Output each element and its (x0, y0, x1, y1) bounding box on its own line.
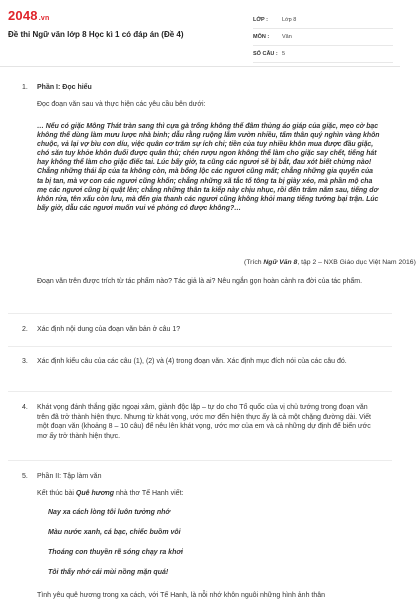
divider (8, 313, 392, 314)
meta-table (253, 12, 393, 63)
meta-value: Lớp 8 (282, 17, 297, 23)
intro-suffix: nhà thơ Tế Hanh viết: (114, 490, 184, 497)
credit-book: Ngữ Văn 8 (263, 259, 298, 266)
question-text: Xác định nội dung của đoạn văn bản ở câu 1? (37, 326, 181, 333)
question-number: 2. (22, 326, 28, 333)
section-heading: Phần I: Đọc hiểu (37, 84, 92, 91)
page-header (0, 0, 400, 67)
question-text: Khát vọng đánh thắng giặc ngoại xâm, giành độc lập – tự do cho Tổ quốc của vị chủ tướng trong đoạn văn trên đã trở thành hiện thực. Nhưng từ khát vọng, ước mơ đến hiện thực ấy là cả một chặng đường dài. Viết một đoạn văn (khoảng 8 – 10 câu) để nêu lên khát vọng, ước mơ của em và cả những dự định để biến ước mơ ấy trở thành hiện thực. (37, 404, 371, 440)
question-text: Xác định kiểu câu của các câu (1), (2) và (4) trong đoạn văn. Xác định mục đích nói của các câu đó. (37, 358, 347, 365)
closing-text: Tình yêu quê hương trong xa cách, với Tế Hanh, là nỗi nhớ khôn nguôi những hình ảnh thân (37, 592, 326, 599)
reading-passage: … Nếu có giặc Mông Thát tràn sang thì cựa gà trống không thể đâm thủng áo giáp của giặc, mẹo cờ bạc không thể dùng làm mưu lược nhà binh; dẫu rằng ruộng lắm vườn nhiều, tấm thân quý nghìn vàng khôn chuộc, vả lại vợ bìu con díu, việc quân cơ trăm sự ích chi; tiền của tuy nhiều khôn mua được đầu giặc, chó săn tuy khỏe khôn đuổi được quân thù; chén rượu ngon không thể làm cho giặc say chết, tiếng hát hay không thể làm cho giặc điếc tai. Lúc bấy giờ, ta cũng các ngươi sẽ bị bắt, đau xót biết chừng nào! Chẳng những thái ấp của ta không còn, mà bổng lộc các ngươi cũng mất; chẳng những gia quyến của ta bị tan, mà vợ con các ngươi cũng khốn; chẳng những xã tắc tổ tông ta bị giày xéo, mà phần mộ cha mẹ các ngươi cũng bị quật lên; chẳng những thân ta kiếp này chịu nhục, rồi đến trăm năm sau, tiếng dơ khôn rửa, tên xấu còn lưu, mà đến gia thanh các ngươi cũng không khỏi mang tiếng tướng bại trận. Lúc bấy giờ, dẫu các ngươi muốn vui vẻ phỏng có được không?… (37, 123, 380, 212)
logo-suffix: .vn (38, 15, 50, 22)
divider (8, 391, 392, 392)
poem-line: Màu nước xanh, cá bạc, chiếc buồm vôi (48, 529, 181, 536)
passage-credit (244, 259, 416, 266)
section-heading: Phần II: Tập làm văn (37, 473, 102, 480)
credit-prefix: (Trích (244, 259, 264, 266)
meta-label: LỚP : (253, 17, 268, 23)
question-text: Đoạn văn trên được trích từ tác phẩm nào? Tác giả là ai? Nêu ngắn gọn hoàn cảnh ra đời của tác phẩm. (37, 278, 363, 285)
question-number: 4. (22, 404, 28, 411)
poem-line: Tôi thấy nhớ cái mùi nồng mặn quá! (48, 569, 169, 576)
poem-line: Thoáng con thuyền rẽ sóng chạy ra khơi (48, 549, 183, 556)
meta-value: 5 (282, 51, 286, 57)
credit-suffix: , tập 2 – NXB Giáo dục Việt Nam 2016) (297, 259, 416, 266)
site-logo[interactable] (8, 8, 49, 23)
meta-row-class (253, 12, 393, 29)
divider (8, 346, 392, 347)
poem-line: Nay xa cách lòng tôi luôn tưởng nhớ (48, 509, 171, 516)
logo-number: 2048 (8, 8, 38, 23)
question-number: 1. (22, 84, 28, 91)
meta-label: SỐ CÂU : (253, 51, 278, 57)
meta-label: MÔN : (253, 34, 270, 40)
question-number: 5. (22, 473, 28, 480)
page-title: Đề thi Ngữ văn lớp 8 Học kì 1 có đáp án (Đề 4) (8, 30, 184, 39)
meta-value: Văn (282, 34, 292, 40)
meta-row-subject (253, 29, 393, 46)
question-number: 3. (22, 358, 28, 365)
intro-prefix: Kết thúc bài (37, 490, 76, 497)
poem-title: Quê hương (75, 490, 115, 497)
instruction-text: Đọc đoạn văn sau và thực hiện các yêu cầu bên dưới: (37, 101, 206, 108)
meta-row-count (253, 46, 393, 63)
poem-intro (37, 489, 381, 499)
divider (8, 460, 392, 461)
